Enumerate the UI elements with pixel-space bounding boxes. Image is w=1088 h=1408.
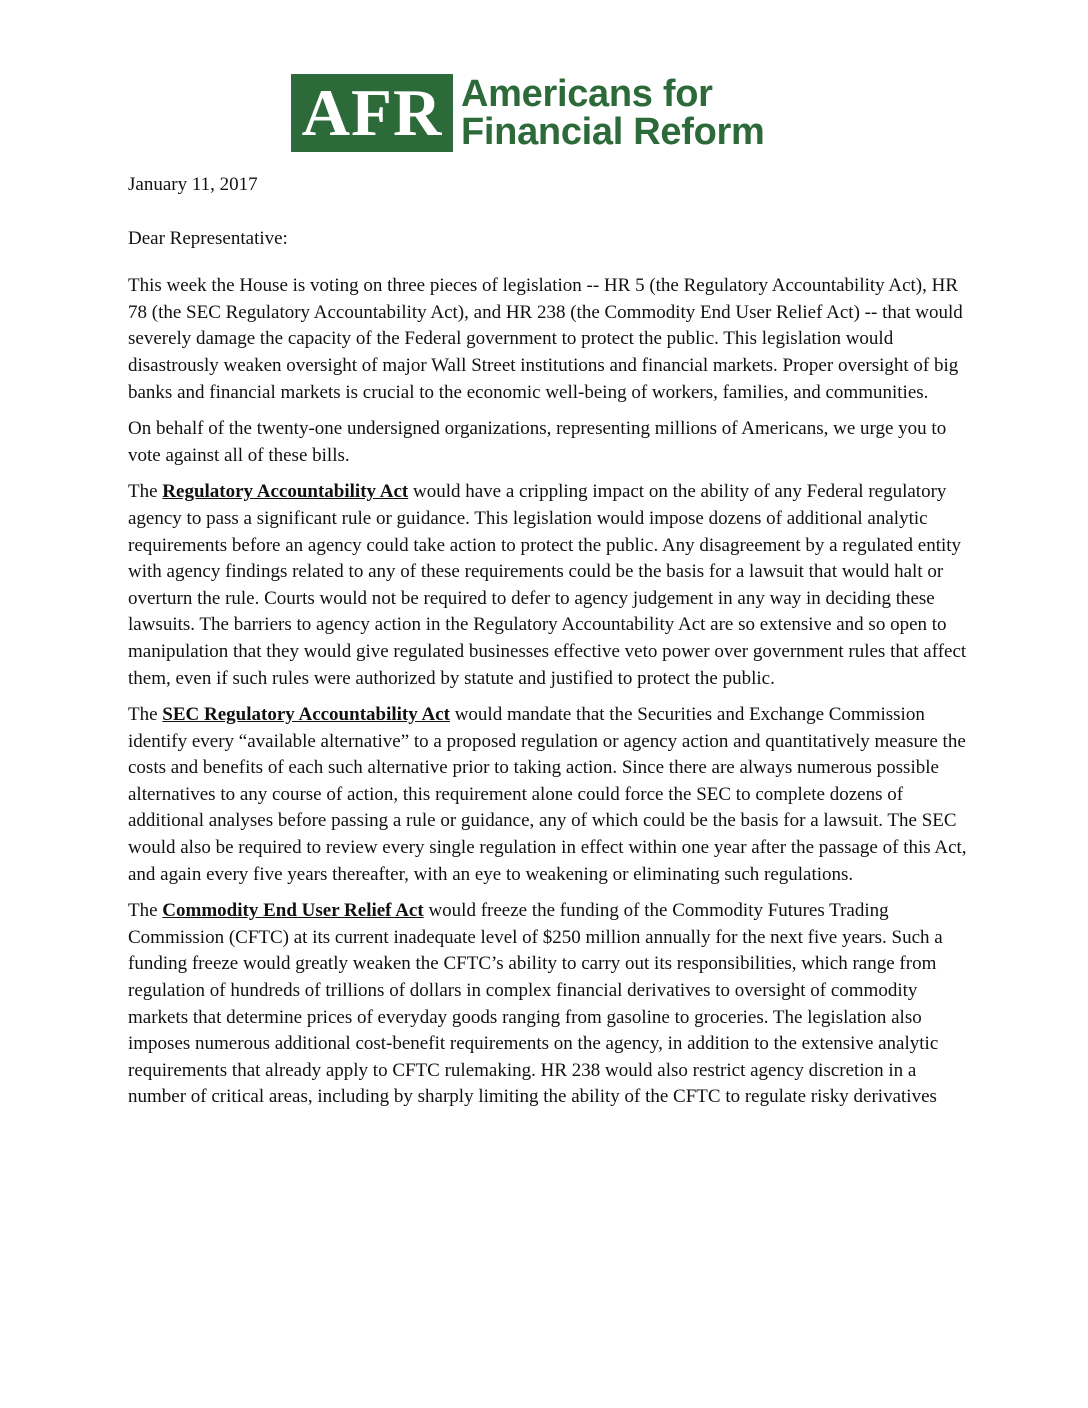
letter-date: January 11, 2017: [128, 174, 258, 195]
letter-body: [128, 172, 968, 1121]
logo-line-1: Americans for: [461, 73, 713, 115]
paragraph-text: would have a crippling impact on the ability of any Federal regulatory agency to pass a significant rule or guidance. This legislation would impose dozens of additional analytic requirements before an agency could take action to protect the public. Any disagreement by a regulated entity with agency findings related to any of these requirements could be the basis for a lawsuit that would halt or overturn the rule. Courts would not be required to defer to agency judgement in any way in deciding these lawsuits. The barriers to agency action in the Regulatory Accountability Act are so extensive and so open to manipulation that they would give regulated businesses effective veto power over government rules that affect them, even if such rules were authorized by statute and justified to protect the public.: [128, 481, 967, 689]
afr-logo: [291, 74, 765, 152]
paragraph-urge: On behalf of the twenty-one undersigned organizations, representing millions of Americans, we urge you to vote against all of these bills.: [128, 418, 947, 466]
act-title-sec-regulatory-accountability: SEC Regulatory Accountability Act: [162, 704, 450, 726]
logo-line-2: Financial Reform: [461, 111, 765, 153]
logo-abbreviation: AFR: [291, 74, 453, 152]
paragraph-text: would freeze the funding of the Commodity Futures Trading Commission (CFTC) at its current inadequate level of $250 million annually for the next five years. Such a funding freeze would greatly weaken the CFTC’s ability to carry out its responsibilities, which range from regulation of hundreds of trillions of dollars in complex financial derivatives to oversight of commodity markets that determine prices of everyday goods ranging from gasoline to groceries. The legislation also imposes numerous additional cost-benefit requirements on the agency, in addition to the extensive analytic requirements that already apply to CFTC rulemaking. HR 238 would also restrict agency discretion in a number of critical areas, including by sharply limiting the ability of the CFTC to regulate risky derivatives: [128, 900, 943, 1108]
paragraph-commodity-end-user-relief-act: [128, 898, 968, 1111]
paragraph-intro: This week the House is voting on three pieces of legislation -- HR 5 (the Regulatory Accountability Act), HR 78 (the SEC Regulatory Accountability Act), and HR 238 (the Commodity End User Relief Act) -- that would severely damage the capacity of the Federal government to protect the public. This legislation would disastrously weaken oversight of major Wall Street institutions and financial markets. Proper oversight of big banks and financial markets is crucial to the economic well-being of workers, families, and communities.: [128, 275, 963, 403]
paragraph-regulatory-accountability-act: [128, 479, 968, 692]
paragraph-sec-regulatory-accountability-act: [128, 702, 968, 888]
paragraph-text: would mandate that the Securities and Exchange Commission identify every “available alternative” to a proposed regulation or agency action and quantitatively measure the costs and benefits of each such alternative prior to taking action. Since there are always numerous possible alternatives to any course of action, this requirement alone could force the SEC to complete dozens of additional analyses before passing a rule or guidance, any of which could be the basis for a lawsuit. The SEC would also be required to review every single regulation in effect within one year after the passage of this Act, and again every five years thereafter, with an eye to weakening or eliminating such regulations.: [128, 704, 967, 885]
paragraph-lead: The: [128, 900, 158, 922]
paragraph-lead: The: [128, 704, 158, 726]
paragraph-lead: The: [128, 481, 158, 503]
logo-wordmark: [461, 75, 765, 151]
act-title-commodity-end-user-relief: Commodity End User Relief Act: [162, 900, 424, 922]
act-title-regulatory-accountability: Regulatory Accountability Act: [162, 481, 409, 503]
letter-salutation: Dear Representative:: [128, 227, 288, 249]
